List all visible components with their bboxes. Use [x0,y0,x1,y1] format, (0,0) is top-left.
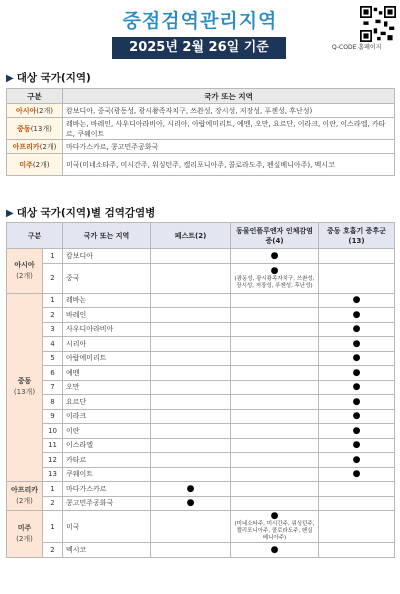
avian-flu-marker: ● [270,266,279,276]
row-number: 7 [43,380,63,395]
mers-marker [319,249,395,264]
countries-cell: 레바논, 바레인, 사우디아라비아, 시리아, 아랍에미리트, 예멘, 오만, 요르단, 이라크, 이란, 이스라엘, 카타르, 쿠웨이트 [63,118,395,140]
plague-marker [151,467,231,482]
avian-flu-cell [231,482,319,497]
table-row [7,438,395,453]
country-cell: 요르단 [63,395,151,410]
avian-flu-note: (미네소타주, 미시간주, 워싱턴주, 캘리포니아주, 콜로라도주, 펜실베니아주) [234,521,315,541]
country-cell: 오만 [63,380,151,395]
countries-cell: 마다가스카르, 콩고민주공화국 [63,140,395,154]
avian-flu-cell [231,263,319,293]
plague-marker [151,424,231,439]
group-name: 중동 [17,377,32,386]
region-name: 미주 [19,160,33,169]
avian-flu-cell [231,467,319,482]
plague-marker [151,380,231,395]
mers-marker: ● [319,337,395,352]
avian-flu-note: (광동성, 광시좡족자치구, 쓰촨성, 장시성, 저장성, 푸젠성, 후난성) [234,276,315,289]
table-row [7,467,395,482]
country-cell: 쿠웨이트 [63,467,151,482]
table-row [7,308,395,323]
country-cell: 마다가스카르 [63,482,151,497]
group-cell [7,482,43,511]
country-cell: 캄보디아 [63,249,151,264]
avian-flu-cell [231,409,319,424]
country-cell: 이라크 [63,409,151,424]
row-number: 6 [43,366,63,381]
mers-marker: ● [319,467,395,482]
avian-flu-cell [231,511,319,543]
table-row [7,337,395,352]
column-header: 국가 또는 지역 [63,89,395,104]
table-row [7,351,395,366]
plague-marker [151,453,231,468]
region-cell [7,140,63,154]
row-number: 1 [43,482,63,497]
avian-flu-cell [231,380,319,395]
avian-flu-cell [231,322,319,337]
date-banner: 2025년 2월 26일 기준 [112,37,286,59]
mers-marker: ● [319,453,395,468]
group-count: (2개) [16,271,33,280]
row-number: 5 [43,351,63,366]
avian-flu-cell [231,249,319,264]
plague-marker [151,249,231,264]
plague-marker [151,511,231,543]
row-number: 1 [43,249,63,264]
row-number: 4 [43,337,63,352]
table-row [7,395,395,410]
group-count: (13개) [13,388,36,397]
region-count: (2개) [39,142,57,151]
plague-marker [151,308,231,323]
row-number: 8 [43,395,63,410]
section-heading-disease [6,205,155,220]
row-number: 3 [43,322,63,337]
disease-table [6,222,395,558]
plague-marker [151,337,231,352]
plague-marker [151,543,231,558]
avian-flu-cell [231,453,319,468]
plague-marker [151,395,231,410]
table-row [7,482,395,497]
row-number: 9 [43,409,63,424]
table-row [7,322,395,337]
avian-flu-cell [231,366,319,381]
qr-caption: Q-CODE 홈페이지 [332,44,382,51]
region-name: 아프리카 [12,142,40,151]
mers-marker: ● [319,308,395,323]
mers-marker: ● [319,409,395,424]
column-header: 페스트(2) [151,223,231,249]
chevron-right-icon: ▶ [6,73,14,84]
avian-flu-cell [231,308,319,323]
table-row [7,140,395,154]
country-cell: 이란 [63,424,151,439]
mers-marker: ● [319,395,395,410]
group-count: (2개) [16,497,33,505]
chevron-right-icon: ▶ [6,208,14,219]
group-cell [7,249,43,294]
table-row [7,154,395,176]
plague-marker [151,409,231,424]
section-heading-text: 대상 국가(지역)별 검역감염병 [16,207,156,219]
row-number: 1 [43,293,63,308]
countries-cell: 미국(미네소타주, 미시간주, 워싱턴주, 캘리포니아주, 콜로라도주, 펜실베니아주), 멕시코 [63,154,395,176]
country-cell: 콩고민주공화국 [63,496,151,511]
table-row [7,511,395,543]
section-heading-target [6,70,91,85]
country-cell: 바레인 [63,308,151,323]
table-row [7,366,395,381]
table-row [7,263,395,293]
plague-marker [151,351,231,366]
table-row [7,104,395,118]
plague-marker: ● [151,482,231,497]
avian-flu-cell [231,337,319,352]
region-count: (13개) [30,124,52,133]
mers-marker: ● [319,438,395,453]
avian-flu-cell [231,395,319,410]
column-header: 동물인플루엔자 인체감염증(4) [231,223,319,249]
row-number: 2 [43,496,63,511]
section-heading-text: 대상 국가(지역) [16,72,91,84]
mers-marker: ● [319,322,395,337]
mers-marker [319,263,395,293]
plague-marker [151,438,231,453]
region-cell [7,104,63,118]
group-cell [7,511,43,558]
country-cell: 시리아 [63,337,151,352]
mers-marker [319,543,395,558]
mers-marker: ● [319,424,395,439]
group-name: 아시아 [14,260,35,269]
country-cell: 중국 [63,263,151,293]
country-cell: 레바논 [63,293,151,308]
table-row [7,424,395,439]
avian-flu-cell [231,293,319,308]
region-cell [7,154,63,176]
row-number: 11 [43,438,63,453]
table-row [7,293,395,308]
country-cell: 멕시코 [63,543,151,558]
row-number: 12 [43,453,63,468]
column-header: 국가 또는 지역 [63,223,151,249]
region-count: (2개) [32,160,50,169]
column-header: 중동 호흡기 증후군(13) [319,223,395,249]
row-number: 13 [43,467,63,482]
plague-marker [151,263,231,293]
row-number: 1 [43,511,63,543]
mers-marker: ● [319,380,395,395]
table-row [7,249,395,264]
mers-marker: ● [319,366,395,381]
row-number: 10 [43,424,63,439]
table-row [7,409,395,424]
group-name: 아프리카 [10,486,39,494]
row-number: 2 [43,263,63,293]
country-cell: 미국 [63,511,151,543]
page-title: 중점검역관리지역 [122,10,278,32]
avian-flu-marker: ● [270,250,279,261]
country-cell: 사우디아라비아 [63,322,151,337]
country-cell: 예멘 [63,366,151,381]
avian-flu-cell [231,496,319,511]
group-name: 미주 [17,523,32,532]
target-region-table [6,88,395,176]
mers-marker [319,496,395,511]
table-row [7,496,395,511]
column-header: 구분 [7,223,63,249]
region-name: 아시아 [16,106,37,115]
group-cell [7,293,43,482]
group-count: (2개) [16,534,33,543]
table-row [7,380,395,395]
mers-marker [319,511,395,543]
plague-marker [151,293,231,308]
avian-flu-cell [231,438,319,453]
avian-flu-cell [231,424,319,439]
region-cell [7,118,63,140]
table-row [7,118,395,140]
avian-flu-cell [231,351,319,366]
avian-flu-marker: ● [270,544,279,555]
plague-marker [151,366,231,381]
table-row [7,543,395,558]
plague-marker: ● [151,496,231,511]
row-number: 2 [43,308,63,323]
plague-marker [151,322,231,337]
mers-marker [319,482,395,497]
title-bar [0,0,400,64]
avian-flu-cell [231,543,319,558]
country-cell: 아랍에미리트 [63,351,151,366]
region-count: (2개) [36,106,53,115]
country-cell: 이스라엘 [63,438,151,453]
countries-cell: 캄보디아, 중국(광동성, 광시좡족자치구, 쓰촨성, 장시성, 저장성, 푸젠성, 후난성) [63,104,395,118]
mers-marker: ● [319,351,395,366]
column-header: 구분 [7,89,63,104]
country-cell: 카타르 [63,453,151,468]
table-row [7,453,395,468]
region-name: 중동 [17,124,31,133]
qr-code-icon[interactable] [360,6,396,42]
row-number: 2 [43,543,63,558]
mers-marker: ● [319,293,395,308]
avian-flu-marker: ● [270,511,279,521]
